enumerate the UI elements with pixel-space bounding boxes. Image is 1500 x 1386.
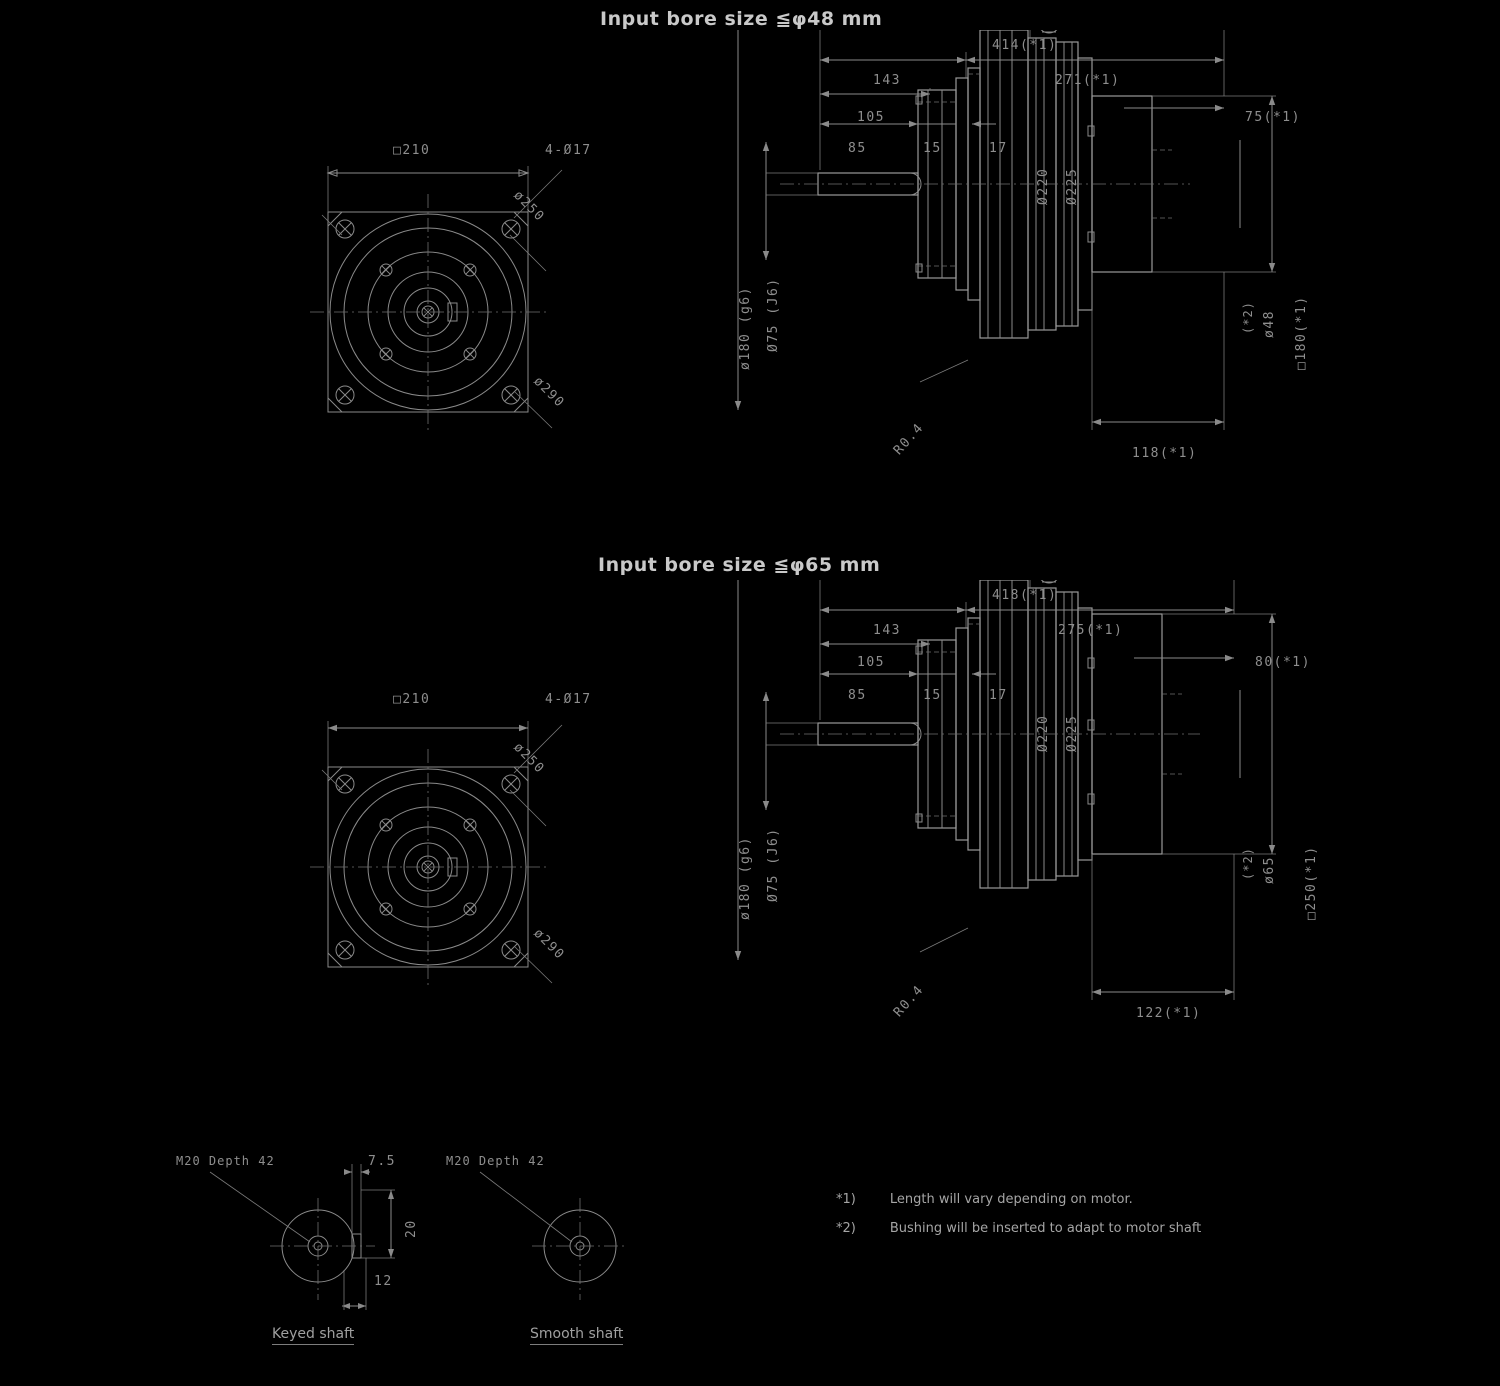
- side-48-left-group-label: 143: [873, 73, 901, 88]
- smooth-shaft-thread-label: M20 Depth 42: [446, 1154, 545, 1168]
- front-view-48: [300, 140, 630, 440]
- side-65-left-group-label: 143: [873, 623, 901, 638]
- side-65-bore-note-label: (*2): [1241, 847, 1255, 880]
- front-65-outer-dia-label: ø290: [530, 926, 568, 963]
- side-65-right-group-label: 275(*1): [1058, 623, 1124, 638]
- keyed-shaft-width-top-label: 7.5: [368, 1154, 396, 1169]
- keyed-shaft-caption: Keyed shaft: [272, 1326, 354, 1345]
- side-view-48: [720, 30, 1280, 480]
- side-65-bore-label: ø65: [1262, 856, 1277, 884]
- side-48-radius-label: R0.4: [891, 420, 928, 459]
- section-title-48: Input bore size ≦φ48 mm: [600, 8, 883, 30]
- side-65-d17-label: 17: [989, 688, 1008, 703]
- shaft-detail-views: [170, 1150, 670, 1350]
- section-title-65: Input bore size ≦φ65 mm: [598, 554, 881, 576]
- note-1-text: Length will vary depending on motor.: [889, 1192, 1133, 1207]
- side-65-dia180-label: ø180 (g6): [738, 836, 753, 920]
- side-65-bottom-label: 122(*1): [1136, 1006, 1202, 1021]
- side-48-d15-label: 15: [923, 141, 942, 156]
- side-65-dia75-label: Ø75 (J6): [766, 827, 781, 902]
- side-48-dia75-label: Ø75 (J6): [766, 277, 781, 352]
- front-48-square-label: □210: [393, 143, 431, 158]
- note-2-text: Bushing will be inserted to adapt to motor shaft: [889, 1221, 1202, 1236]
- notes-block: [836, 1192, 1201, 1236]
- side-65-d105-label: 105: [857, 655, 885, 670]
- keyed-shaft-width-bottom-label: 12: [374, 1274, 393, 1289]
- front-view-65: [300, 695, 630, 995]
- side-65-motor-square-label: □250(*1): [1304, 845, 1319, 920]
- front-65-holes-label: 4-Ø17: [545, 692, 592, 707]
- side-65-d80-label: 80(*1): [1255, 655, 1311, 670]
- side-48-d75-label: 75(*1): [1245, 110, 1301, 125]
- side-48-bore-note-label: (*2): [1241, 301, 1255, 334]
- side-65-overall-label: 418(*1): [992, 588, 1058, 603]
- side-65-d85-label: 85: [848, 688, 867, 703]
- side-65-d15-label: 15: [923, 688, 942, 703]
- keyed-shaft-height-label: 20: [404, 1219, 419, 1238]
- side-48-dia180-label: ø180 (g6): [738, 286, 753, 370]
- side-48-overall-label: 414(*1): [992, 38, 1058, 53]
- front-48-outer-dia-label: ø290: [530, 374, 568, 411]
- side-48-d105-label: 105: [857, 110, 885, 125]
- front-48-bolt-circle-label: ø250: [510, 188, 548, 225]
- note-2-mark: *2): [836, 1221, 856, 1236]
- front-65-square-label: □210: [393, 692, 431, 707]
- side-65-dia225-label: Ø225: [1065, 714, 1080, 752]
- front-48-holes-label: 4-Ø17: [545, 143, 592, 158]
- side-48-bottom-label: 118(*1): [1132, 446, 1198, 461]
- front-65-bolt-circle-label: ø250: [510, 740, 548, 777]
- side-65-radius-label: R0.4: [891, 982, 928, 1021]
- side-48-dia225-label: Ø225: [1065, 167, 1080, 205]
- side-48-d85-label: 85: [848, 141, 867, 156]
- side-view-65: [720, 580, 1280, 1040]
- side-48-d17-label: 17: [989, 141, 1008, 156]
- side-48-right-group-label: 271(*1): [1055, 73, 1121, 88]
- side-48-motor-square-label: □180(*1): [1294, 295, 1309, 370]
- side-48-dia220-label: Ø220: [1036, 167, 1051, 205]
- keyed-shaft-thread-label: M20 Depth 42: [176, 1154, 275, 1168]
- smooth-shaft-caption: Smooth shaft: [530, 1326, 623, 1345]
- note-1-mark: *1): [836, 1192, 856, 1207]
- side-48-bore-label: ø48: [1262, 310, 1277, 338]
- side-65-dia220-label: Ø220: [1036, 714, 1051, 752]
